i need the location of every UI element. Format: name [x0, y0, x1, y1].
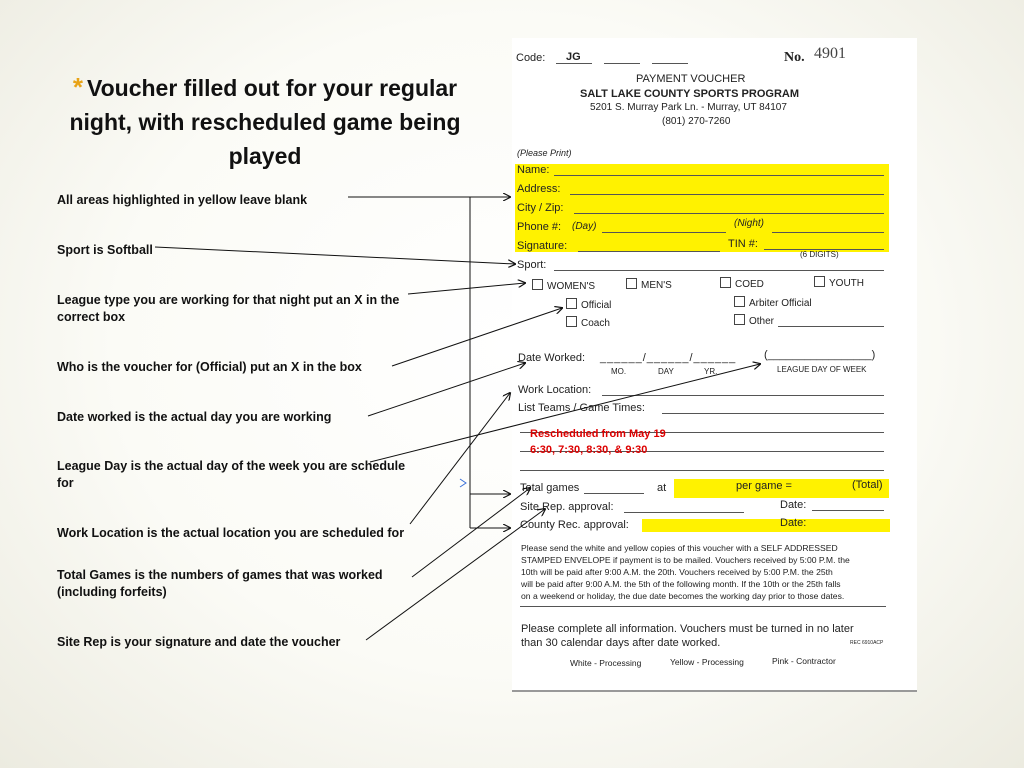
league-day-bracket: (_________________)	[764, 349, 876, 361]
city-label: City / Zip:	[517, 202, 564, 214]
highlight-personal-info	[515, 164, 889, 252]
note-league-type: League type you are working for that night put an X in the correct box	[57, 293, 400, 324]
tin-label: TIN #:	[728, 238, 758, 250]
total-label: (Total)	[852, 479, 883, 491]
note-yellow-blank: All areas highlighted in yellow leave blank	[57, 193, 308, 207]
checkbox-womens[interactable]: WOMEN'S	[532, 279, 595, 292]
site-rep-date-label: Date:	[780, 499, 807, 511]
checkbox-arbiter[interactable]: Arbiter Official	[734, 296, 812, 309]
note-total-games: Total Games is the numbers of games that was worked (including forfeits)	[57, 568, 383, 599]
signature-label: Signature:	[517, 240, 568, 252]
please-print: (Please Print)	[517, 148, 572, 158]
program-name: SALT LAKE COUNTY SPORTS PROGRAM	[580, 88, 799, 100]
name-label: Name:	[517, 164, 550, 176]
checkbox-official[interactable]: Official	[566, 298, 611, 311]
checkbox-other[interactable]: Other	[734, 314, 774, 327]
copy-white: White - Processing	[570, 658, 642, 668]
rescheduled-note-1: Rescheduled from May 19	[530, 428, 666, 440]
night-label: (Night)	[734, 218, 765, 229]
at-label: at	[657, 482, 667, 494]
bullet-star: *	[72, 72, 83, 102]
slide-title	[60, 70, 470, 173]
highlight-county-approval	[642, 519, 890, 532]
code-label: Code:	[516, 52, 546, 64]
date-yr: YR.	[704, 367, 718, 376]
checkbox-coach[interactable]: Coach	[566, 316, 610, 329]
checkbox-youth[interactable]: YOUTH	[814, 276, 864, 289]
phone-label: Phone #:	[517, 221, 562, 233]
sport-label: Sport:	[517, 259, 547, 271]
code-value: JG	[566, 51, 581, 63]
address-label: Address:	[517, 183, 561, 195]
voucher-number: 4901	[814, 45, 846, 62]
checkbox-mens[interactable]: MEN'S	[626, 278, 672, 291]
number-label: No.	[784, 50, 805, 65]
arrow-work-location	[410, 393, 510, 524]
payment-voucher	[512, 38, 917, 692]
county-label: County Rec. approval:	[520, 519, 629, 531]
note-official: Who is the voucher for (Official) put an X in the box	[57, 360, 362, 374]
blue-mark	[460, 479, 466, 487]
program-address: 5201 S. Murray Park Ln. - Murray, UT 84107	[590, 102, 787, 113]
per-game-label: per game =	[736, 480, 792, 492]
league-day-caption: LEAGUE DAY OF WEEK	[777, 365, 867, 374]
total-games-label: Total games	[520, 482, 580, 494]
county-date-label: Date:	[780, 517, 807, 529]
date-slashes: ______/______/______	[600, 352, 737, 364]
note-work-location: Work Location is the actual location you are scheduled for	[57, 526, 405, 540]
instructions: Please send the white and yellow copies of this voucher with a SELF ADDRESSED STAMPED ENVELOPE if payment is to be mailed. Vouchers received by 5:00 P.M. the 10th will be paid after 9:00 A.M. the 20th. Vouchers received by 5:00 P.M. the 25th will be paid after 9:00 A.M. the 5th of the following month. If the 10th or the 25th falls on a weekend or holiday, the due date becomes the working day prior to those dates.	[521, 543, 850, 601]
teams-label: List Teams / Game Times:	[518, 402, 645, 414]
site-rep-label: Site Rep. approval:	[520, 501, 614, 513]
voucher-heading: PAYMENT VOUCHER	[636, 73, 746, 85]
checkbox-coed[interactable]: COED	[720, 277, 764, 290]
rescheduled-note-2: 6:30, 7:30, 8:30, & 9:30	[530, 444, 648, 456]
copy-yellow: Yellow - Processing	[670, 657, 744, 667]
note-league-day: League Day is the actual day of the week you are schedule for	[57, 459, 406, 490]
program-phone: (801) 270-7260	[662, 116, 731, 127]
arrow-league-type	[408, 283, 525, 294]
note-date-worked: Date worked is the actual day you are working	[57, 410, 332, 424]
note-site-rep: Site Rep is your signature and date the voucher	[57, 635, 341, 649]
date-day: DAY	[658, 367, 674, 376]
title-text: Voucher filled out for your regular night, with rescheduled game being played	[69, 75, 461, 169]
complete-notice: Please complete all information. Vouchers must be turned in no later than 30 calendar days after date worked.	[521, 623, 854, 649]
six-digits-note: (6 DIGITS)	[800, 250, 839, 259]
form-code: REC 6910ACP	[850, 640, 884, 646]
copy-pink: Pink - Contractor	[772, 656, 836, 666]
work-location-label: Work Location:	[518, 384, 592, 396]
note-sport: Sport is Softball	[57, 243, 153, 257]
date-mo: MO.	[611, 367, 627, 376]
day-label: (Day)	[572, 221, 597, 232]
date-worked-label: Date Worked:	[518, 352, 586, 364]
